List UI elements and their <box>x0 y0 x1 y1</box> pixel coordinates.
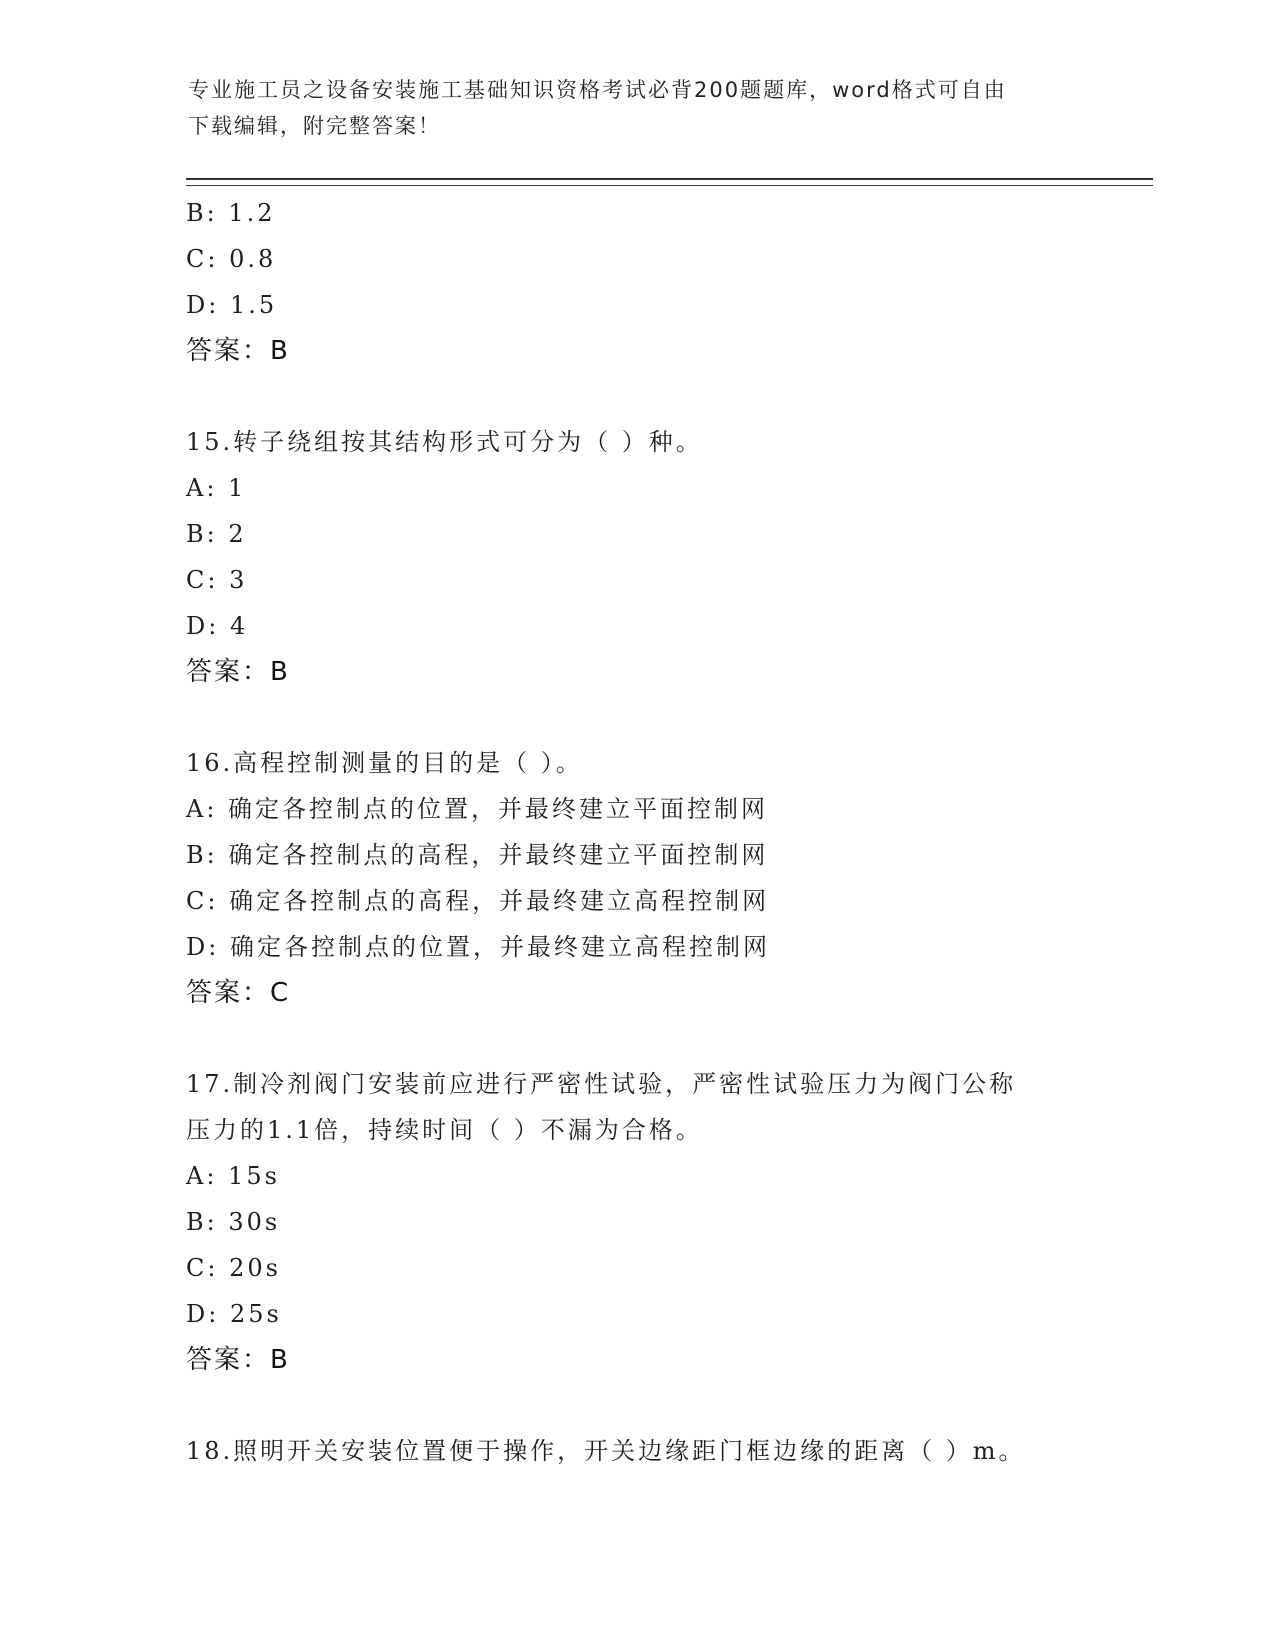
option-b: B: 确定各控制点的高程，并最终建立平面控制网 <box>186 841 769 869</box>
answer: 答案：B <box>186 336 290 366</box>
spacer <box>186 374 1146 419</box>
header-line-1: 专业施工员之设备安装施工基础知识资格考试必背200题题库，word格式可自由 <box>188 78 1007 102</box>
header-divider <box>186 178 1153 186</box>
question-text: 17.制冷剂阀门安装前应进行严密性试验，严密性试验压力为阀门公称 <box>186 1070 1017 1098</box>
option-a: A: 确定各控制点的位置，并最终建立平面控制网 <box>186 795 769 823</box>
answer: 答案：B <box>186 657 290 687</box>
answer: 答案：B <box>186 1345 290 1375</box>
question-text-continued: 压力的1.1倍，持续时间（ ）不漏为合格。 <box>186 1116 703 1144</box>
option-d: D: 25s <box>186 1300 282 1328</box>
spacer <box>186 1016 1146 1061</box>
option-a: A: 15s <box>186 1162 280 1190</box>
option-c: C: 确定各控制点的高程，并最终建立高程控制网 <box>186 887 770 915</box>
option-c: C: 3 <box>186 566 248 594</box>
spacer <box>186 1383 1146 1428</box>
option-a: A: 1 <box>186 474 247 502</box>
spacer <box>186 695 1146 740</box>
option-c: C: 20s <box>186 1254 281 1282</box>
answer: 答案：C <box>186 978 291 1008</box>
question-text: 18.照明开关安装位置便于操作，开关边缘距门框边缘的距离（ ）m。 <box>186 1437 1026 1465</box>
page-header <box>188 72 1088 144</box>
option-b: B: 2 <box>186 520 247 548</box>
header-line-2: 下载编辑，附完整答案！ <box>188 114 441 138</box>
option-c: C: 0.8 <box>186 245 277 273</box>
option-b: B: 1.2 <box>186 199 276 227</box>
question-text: 16.高程控制测量的目的是（ ）。 <box>186 749 583 777</box>
question-text: 15.转子绕组按其结构形式可分为（ ）种。 <box>186 428 703 456</box>
option-d: D: 1.5 <box>186 291 278 319</box>
option-d: D: 4 <box>186 612 249 640</box>
option-b: B: 30s <box>186 1208 281 1236</box>
question-content <box>186 190 1146 1474</box>
option-d: D: 确定各控制点的位置，并最终建立高程控制网 <box>186 933 770 961</box>
